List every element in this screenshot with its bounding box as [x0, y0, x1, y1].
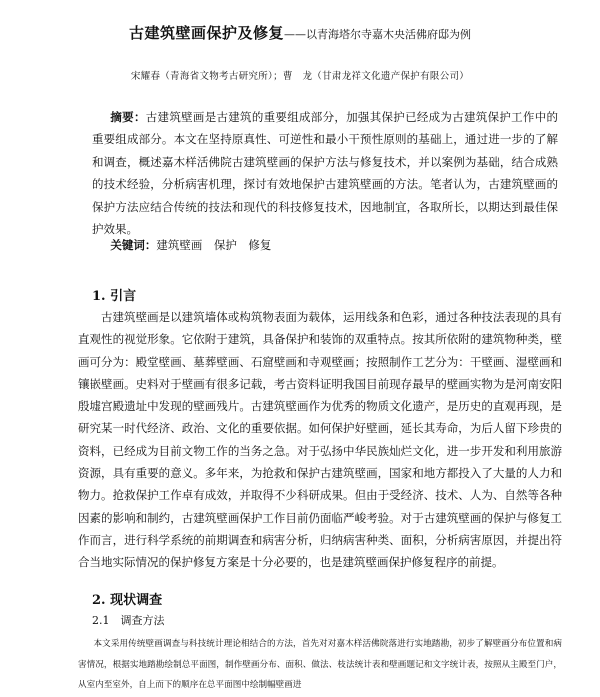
paper-title: [0, 22, 600, 43]
author-line: 宋耀春（青海省文物考古研究所）；曹 龙（甘肃龙祥文化遗产保护有限公司）: [130, 71, 470, 82]
keywords: [92, 235, 558, 255]
title-main: 古建筑壁画保护及修复: [128, 24, 284, 42]
keywords-list: 建筑壁画 保护 修复: [156, 238, 272, 252]
section-heading-survey: 2. 现状调查: [92, 593, 163, 608]
abstract: [92, 106, 558, 240]
section-heading-introduction: 1. 引言: [92, 289, 137, 304]
subsection-heading-method: 2.1 调查方法: [92, 614, 165, 627]
abstract-text: 古建筑壁画是古建筑的重要组成部分，加强其保护已经成为古建筑保护工作中的重要组成部分。本文在坚持原真性、可逆性和最小干预性原则的基础上，通过进一步的了解和调查，概述嘉木样活佛院古建筑壁画的保护方法与修复技术，并以案例为基础，结合成熟的技术经验，分析病害机理，探讨有效地保护古建筑壁画的方法。笔者认为，古建筑壁画的保护方法应结合传统的技法和现代的科技修复技术，因地制宜，各取所长，以期达到最佳保护效果。: [92, 110, 559, 237]
abstract-label: 摘要：: [110, 110, 146, 124]
title-subtitle: ——以青海塔尔寺嘉木央活佛府邸为例: [284, 28, 471, 41]
keywords-label: 关键词：: [110, 238, 157, 252]
introduction-paragraph: 古建筑壁画是以建筑墙体或构筑物表面为载体，运用线条和色彩，通过各种技法表现的具有直观性的视觉形象。它依附于建筑，具备保护和装饰的双重特点。按其所依附的建筑物种类，壁画可分为：殿堂壁画、墓葬壁画、石窟壁画和寺观壁画；按照制作工艺分为：干壁画、湿壁画和镶嵌壁画。史料对于壁画有很多记载，考古资料证明我国目前现存最早的壁画实物为是河南安阳殷墟宫殿遗址中发现的壁画残片。古建筑壁画作为优秀的物质文化遗产，是历史的直观再现，是研究某一时代经济、政治、文化的重要依据。如何保护好壁画，延长其寿命，为后人留下珍贵的资料，已经成为目前文物工作的当务之急。对于弘扬中华民族灿烂文化，进一步开发和利用旅游资源，具有重要的意义。多年来，为抢救和保护古建筑壁画，国家和地方都投入了大量的人力和物力。抢救保护工作卓有成效，并取得不少科研成果。但由于受经济、技术、人为、自然等各种因素的影响和制约，古建筑壁画保护工作目前仍面临严峻考验。对于古建筑壁画的保护与修复工作而言，进行科学系统的前期调查和病害分析，归纳病害种类、面积，分析病害原因，并提出符合当地实际情况的保护修复方案是十分必要的，也是建筑壁画保护修复程序的前提。: [78, 310, 562, 570]
method-paragraph: 本文采用传统壁画调查与科技统计理论相结合的方法，首先对对嘉木样活佛院落进行实地踏勘，初步了解壁画分布位置和病害情况，根据实地踏勘绘制总平面图，制作壁画分布、面积、做法、枝法统计表和壁画题记和文字统计表，按照从主殿至门户，从室内至室外，自上而下的顺序在总平面图中绘制幅壁画进: [78, 639, 562, 690]
